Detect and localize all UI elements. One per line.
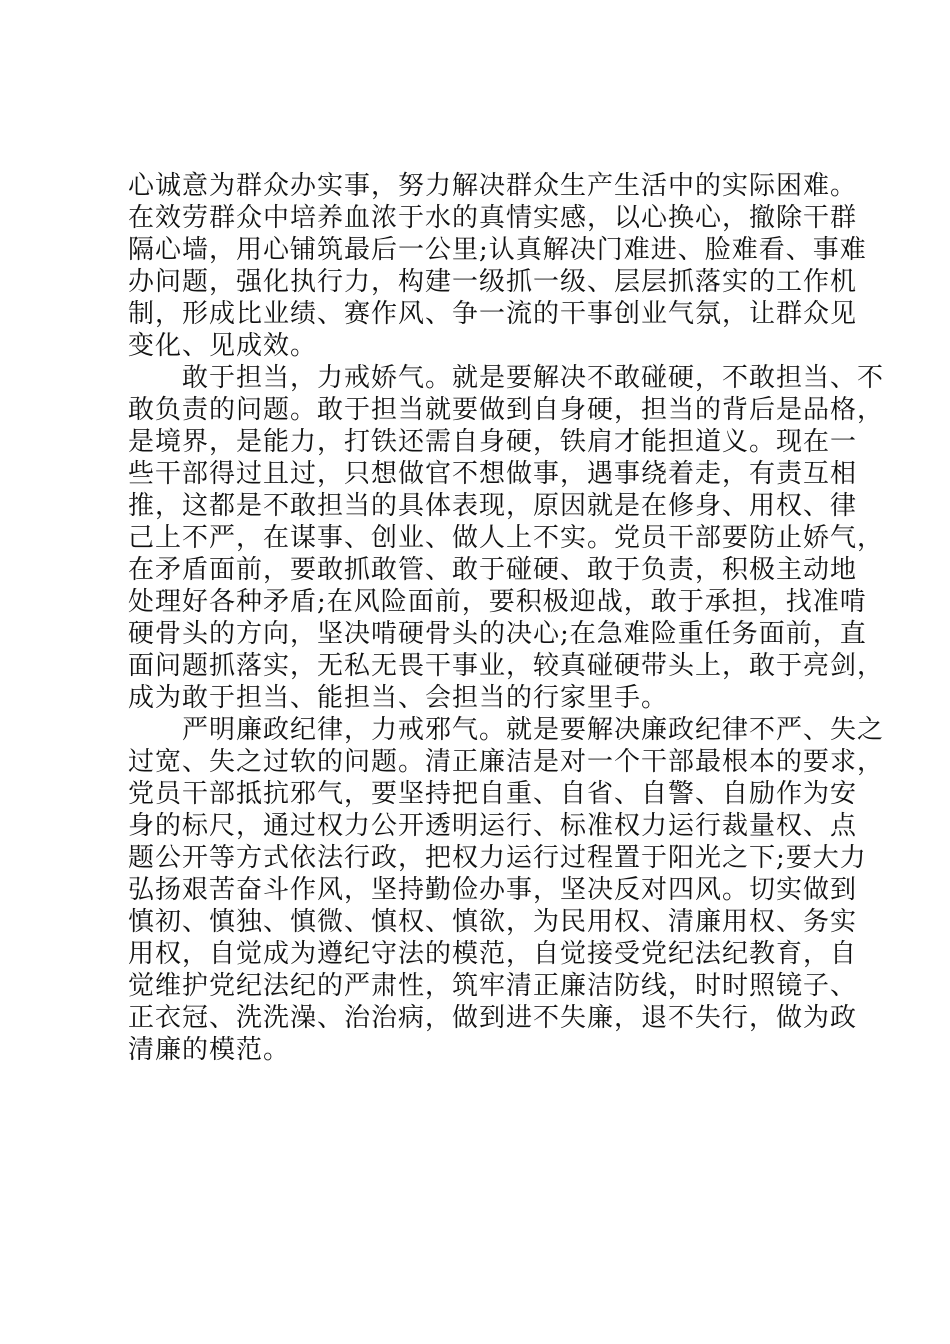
text-line: 心诚意为群众办实事，努力解决群众生产生活中的实际困难。	[128, 171, 858, 201]
text-line: 在矛盾面前，要敢抓敢管、敢于碰硬、敢于负责，积极主动地	[128, 555, 858, 585]
text-line: 制，形成比业绩、赛作风、争一流的干事创业气氛，让群众见	[128, 299, 858, 329]
text-line: 党员干部抵抗邪气，要坚持把自重、自省、自警、自励作为安	[128, 779, 858, 809]
text-line: 硬骨头的方向，坚决啃硬骨头的决心;在急难险重任务面前，直	[128, 619, 867, 649]
text-line: 正衣冠、洗洗澡、治治病，做到进不失廉，退不失行，做为政	[128, 1003, 858, 1033]
text-line: 敢于担当，力戒娇气。就是要解决不敢碰硬，不敢担当、不	[128, 363, 885, 393]
text-line: 是境界，是能力，打铁还需自身硬，铁肩才能担道义。现在一	[128, 427, 858, 457]
text-line: 推，这都是不敢担当的具体表现，原因就是在修身、用权、律	[128, 491, 858, 521]
text-line: 己上不严，在谋事、创业、做人上不实。党员干部要防止娇气，	[128, 523, 885, 553]
text-line: 题公开等方式依法行政，把权力运行过程置于阳光之下;要大力	[128, 843, 867, 873]
text-line: 些干部得过且过，只想做官不想做事，遇事绕着走，有责互相	[128, 459, 858, 489]
body-text	[128, 170, 885, 1066]
text-line: 清廉的模范。	[128, 1035, 291, 1065]
text-line: 敢负责的问题。敢于担当就要做到自身硬，担当的背后是品格，	[128, 395, 885, 425]
text-line: 弘扬艰苦奋斗作风，坚持勤俭办事，坚决反对四风。切实做到	[128, 875, 858, 905]
text-line: 面问题抓落实，无私无畏干事业，较真碰硬带头上，敢于亮剑，	[128, 651, 885, 681]
text-line: 办问题，强化执行力，构建一级抓一级、层层抓落实的工作机	[128, 267, 858, 297]
text-line: 用权，自觉成为遵纪守法的模范，自觉接受党纪法纪教育，自	[128, 939, 858, 969]
text-line: 变化、见成效。	[128, 331, 318, 361]
text-line: 身的标尺，通过权力公开透明运行、标准权力运行裁量权、点	[128, 811, 858, 841]
text-line: 过宽、失之过软的问题。清正廉洁是对一个干部最根本的要求，	[128, 747, 885, 777]
text-line: 成为敢于担当、能担当、会担当的行家里手。	[128, 683, 669, 713]
text-line: 隔心墙，用心铺筑最后一公里;认真解决门难进、脸难看、事难	[128, 235, 867, 265]
text-line: 慎初、慎独、慎微、慎权、慎欲，为民用权、清廉用权、务实	[128, 907, 858, 937]
text-line: 处理好各种矛盾;在风险面前，要积极迎战，敢于承担，找准啃	[128, 587, 867, 617]
text-line: 在效劳群众中培养血浓于水的真情实感，以心换心，撤除干群	[128, 203, 858, 233]
text-line: 觉维护党纪法纪的严肃性，筑牢清正廉洁防线，时时照镜子、	[128, 971, 858, 1001]
text-line: 严明廉政纪律，力戒邪气。就是要解决廉政纪律不严、失之	[128, 715, 885, 745]
